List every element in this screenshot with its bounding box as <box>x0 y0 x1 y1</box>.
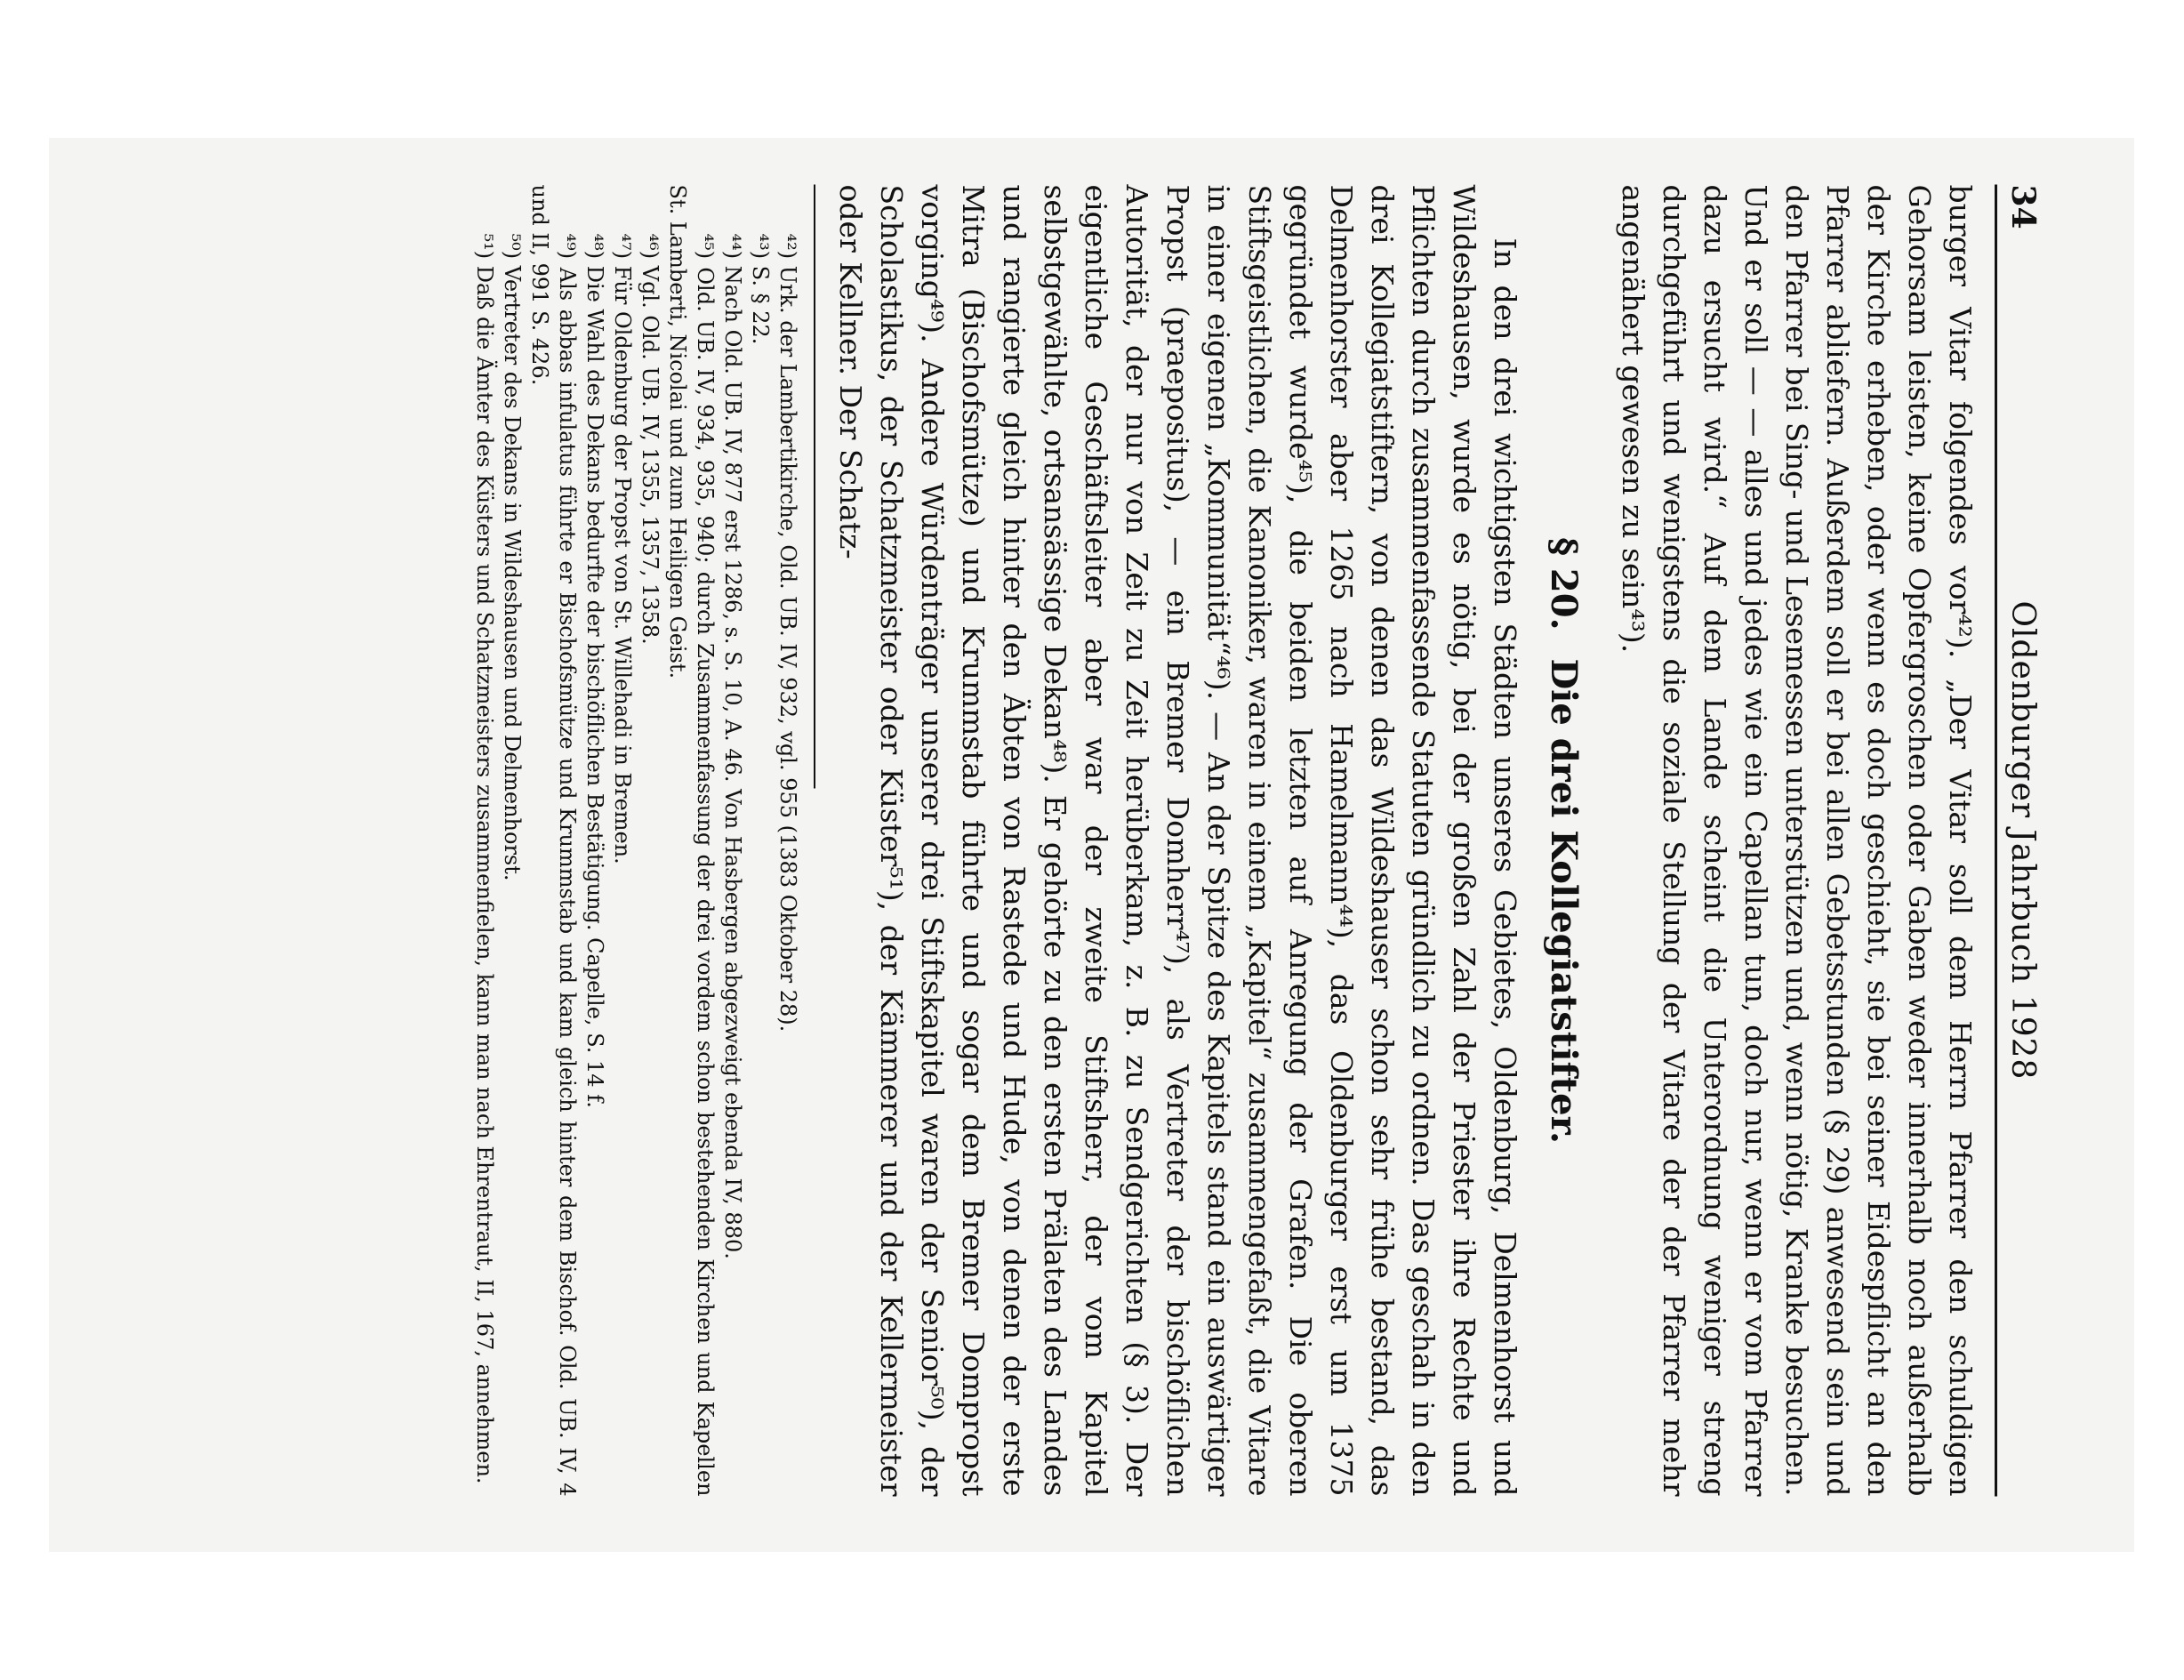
footnote-49: ⁴⁹) Als abbas infulatus führte er Bischofsmütze und Krummstab und kam gleich hinter dem Bischof. Old. UB. IV, 4 und II, 991 S. 426. <box>527 184 580 1497</box>
footnote-48: ⁴⁸) Die Wahl des Dekans bedurfte der bischöflichen Bestätigung. Capelle, S. 14 f. <box>582 233 607 1108</box>
section-number: § 20. <box>1543 537 1585 631</box>
journal-title: Oldenburger Jahrbuch 1928 <box>2004 600 2041 1081</box>
section-title: Die drei Kollegiatstifter. <box>1543 658 1585 1144</box>
footnote-rule <box>814 185 815 789</box>
paragraph-vicar-duties: burger Vitar folgendes vor⁴²). „Der Vitar soll dem Herrn Pfarrer den schuldigen Gehorsam leisten, keine Opfergroschen oder Gaben weder innerhalb noch außerhalb der Kirche erheben, oder wenn es doch geschieht, sie bei seiner Eidespflicht an den Pfarrer abliefern. Außerdem soll er bei allen Gebetsstunden (§ 29) anwesend sein und den Pfarrer bei Sing- und Lesemessen unterstützen und, wenn nötig, Kranke besuchen. Und er soll — — alles und jedes wie ein Capellan tun, doch nur, wenn er vom Pfarrer dazu ersucht wird.“ Auf dem Lande scheint die Unterordnung weniger streng durchgeführt und wenigstens die soziale Stellung der Vitare der der Pfarrer mehr angenähert gewesen zu sein⁴³). <box>1616 184 1978 1497</box>
footnotes <box>470 185 801 1497</box>
footnote-50: ⁵⁰) Vertreter des Dekans in Wildeshausen und Delmenhorst. <box>500 233 525 881</box>
document-page <box>114 158 2070 1523</box>
footnote-47: ⁴⁷) Für Oldenburg der Propst von St. Willehadi in Bremen. <box>610 233 635 864</box>
paragraph-collegiate-chapters: In den drei wichtigsten Städten unseres Gebietes, Oldenburg, Delmenhorst und Wildeshausen, wurde es nötig, bei der großen Zahl der Priester ihre Rechte und Pflichten durch zusammenfassende Statuten gründlich zu ordnen. Das geschah in den drei Kollegiatstiftern, von denen das Wildeshauser schon sehr frühe bestand, das Delmenhorster aber 1265 nach Hamelmann⁴⁴), das Oldenburger erst um 1375 gegründet wurde⁴⁵), die beiden letzten auf Anregung der Grafen. Die oberen Stiftsgeistlichen, die Kanoniker, waren in einem „Kapitel“ zusammengefaßt, die Vitare in einer eigenen „Kommunität“⁴⁶). — An der Spitze des Kapitels stand ein auswärtiger Propst (praepositus), — ein Bremer Domherr⁴⁷), als Vertreter der bischöflichen Autorität, der nur von Zeit zu Zeit herüberkam, z. B. zu Sendgerichten (§ 3). Der eigentliche Geschäftsleiter aber war der zweite Stiftsherr, der vom Kapitel selbstgewählte, ortsansässige Dekan⁴⁸). Er gehörte zu den ersten Prälaten des Landes und rangierte gleich hinter den Äbten von Rastede und Hude, von denen der erste Mitra (Bischofsmütze) und Krummstab führte und sogar dem Bremer Dompropst vorging⁴⁹). Andere Würdenträger unserer drei Stiftskapitel waren der Senior⁵⁰), der Scholastikus, der Schatzmeister oder Küster⁵¹), der Kämmerer und der Kellermeister oder Kellner. Der Schatz- <box>833 184 1522 1497</box>
section-heading <box>1541 185 1586 1497</box>
footnote-46: ⁴⁶) Vgl. Old. UB. IV, 1355, 1357, 1358. <box>638 233 662 645</box>
footnote-42: ⁴²) Urk. der Lambertikirche, Old. UB. IV, 932, vgl. 955 (1383 Oktober 28). <box>775 233 800 1033</box>
footnote-44: ⁴⁴) Nach Old. UB. IV, 877 erst 1286, s. S. 10, A. 46. Von Hasbergen abgezweigt ebenda IV, 880. <box>720 233 745 1259</box>
page-number: 34 <box>2004 184 2042 229</box>
footnote-51: ⁵¹) Daß die Ämter des Küsters und Schatzmeisters zusammenfielen, kann man nach Ehrentraut, II, 167, annehmen. <box>472 233 497 1484</box>
footnote-43: ⁴³) S. § 22. <box>748 233 773 345</box>
footnote-45: ⁴⁵) Old. UB. IV, 934, 935, 940; durch Zusammenfassung der drei vordem schon bestehenden Kirchen und Kapellen St. Lamberti, Nicolai und zum Heiligen Geist. <box>665 184 718 1497</box>
running-head <box>1995 185 2054 1497</box>
